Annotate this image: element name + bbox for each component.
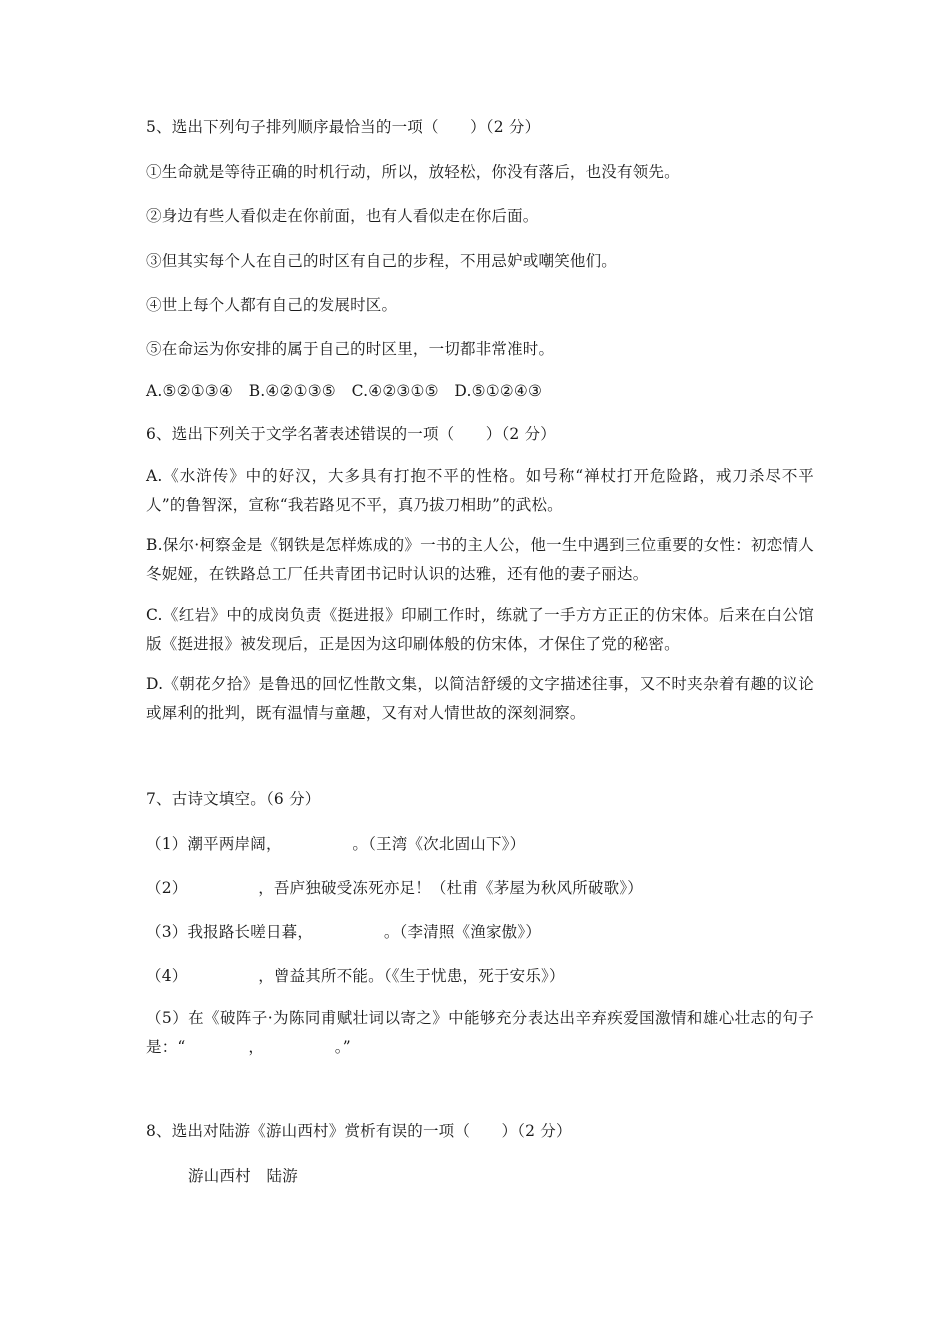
sentence-5: ⑤在命运为你安排的属于自己的时区里，一切都非常准时。 xyxy=(146,340,555,358)
fill-blank-2: （2） ，吾庐独破受冻死亦足！（杜甫《茅屋为秋风所破歌》） xyxy=(146,879,643,897)
question-6-stem: 6、选出下列关于文学名著表述错误的一项（ ）（2 分） xyxy=(146,425,557,443)
question-6-option-c: C.《红岩》中的成岗负责《挺进报》印刷工作时，练就了一手方方正正的仿宋体。后来在白公馆版《挺进报》被发现后，正是因为这印刷体般的仿宋体，才保住了党的秘密。 xyxy=(146,606,814,653)
sentence-1: ①生命就是等待正确的时机行动，所以，放轻松，你没有落后，也没有领先。 xyxy=(146,163,680,181)
question-6-option-b: B.保尔·柯察金是《钢铁是怎样炼成的》一书的主人公，他一生中遇到三位重要的女性：初恋情人冬妮娅，在铁路总工厂任共青团书记时认识的达雅，还有他的妻子丽达。 xyxy=(146,536,814,583)
fill-blank-5: （5）在《破阵子·为陈同甫赋壮词以寄之》中能够充分表达出辛弃疾爱国激情和雄心壮志的句子是：“ ， 。” xyxy=(146,1009,814,1056)
fill-blank-3: （3）我报路长嗟日暮， 。（李清照《渔家傲》） xyxy=(146,923,542,941)
question-6-option-a: A.《水浒传》中的好汉，大多具有打抱不平的性格。如号称“禅杖打开危险路，戒刀杀尽不平人”的鲁智深，宣称“我若路见不平，真乃拔刀相助”的武松。 xyxy=(146,467,814,514)
poem-title: 游山西村 陆游 xyxy=(188,1167,298,1185)
question-7-stem: 7、古诗文填空。（6 分） xyxy=(146,790,321,808)
sentence-3: ③但其实每个人在自己的时区有自己的步程，不用忌妒或嘲笑他们。 xyxy=(146,252,618,270)
question-8-stem: 8、选出对陆游《游山西村》赏析有误的一项（ ）（2 分） xyxy=(146,1122,572,1140)
question-5-stem: 5、选出下列句子排列顺序最恰当的一项（ ）（2 分） xyxy=(146,118,541,136)
sentence-2: ②身边有些人看似走在你前面，也有人看似走在你后面。 xyxy=(146,207,539,225)
fill-blank-4: （4） ，曾益其所不能。（《生于忧患，死于安乐》） xyxy=(146,967,565,985)
question-6-option-d: D.《朝花夕拾》是鲁迅的回忆性散文集，以简洁舒缓的文字描述往事，又不时夹杂着有趣的议论或犀利的批判，既有温情与童趣，又有对人情世故的深刻洞察。 xyxy=(146,675,814,722)
question-5-options: A.⑤②①③④ B.④②①③⑤ C.④②③①⑤ D.⑤①②④③ xyxy=(146,382,543,400)
sentence-4: ④世上每个人都有自己的发展时区。 xyxy=(146,296,398,314)
fill-blank-1: （1）潮平两岸阔， 。（王湾《次北固山下》） xyxy=(146,835,526,853)
